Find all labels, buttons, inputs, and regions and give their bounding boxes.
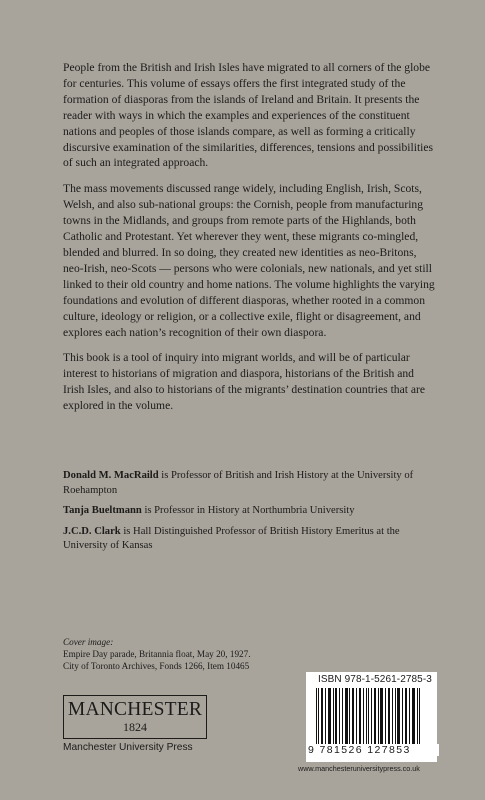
author-description: is Professor of British and Irish History at the University of Roehampton xyxy=(63,470,414,496)
blurb xyxy=(63,60,435,424)
author-description: is Hall Distinguished Professor of British History Emeritus at the University of Kansas xyxy=(63,525,400,552)
cover-image-caption: Empire Day parade, Britannia float, May 20, 1927. xyxy=(63,649,251,659)
cover-image-label: Cover image: xyxy=(63,637,114,647)
blurb-paragraph-1: People from the British and Irish Isles have migrated to all corners of the globe for centuries. This volume of essays offers the first integrated study of the formation of diasporas from the islands of Ireland and Britain. It presents the reader with ways in which the examples and experiences of the constituent nations and peoples of those islands compare, as well as forming a critically discursive examination of the similarities, differences, tensions and possibilities of such an integrated approach. xyxy=(63,61,434,170)
barcode-icon xyxy=(312,688,431,748)
isbn-barcode-block xyxy=(306,672,437,762)
author-name: Tanja Bueltmann xyxy=(63,505,142,517)
author-name: J.C.D. Clark xyxy=(63,525,121,537)
cover-image-credit xyxy=(63,636,293,672)
publisher-website: www.manchesteruniversitypress.co.uk xyxy=(298,764,420,773)
author-description: is Professor in History at Northumbria University xyxy=(141,505,355,517)
author-bio xyxy=(63,525,435,554)
author-bio xyxy=(63,469,435,498)
author-bios xyxy=(63,469,435,560)
blurb-paragraph-2: The mass movements discussed range widely, including English, Irish, Scots, Welsh, and also sub-national groups: the Cornish, people from manufacturing towns in the Midlands, and groups from remote parts of the Highlands, both Catholic and Protestant. Yet wherever they went, these migrants co-mingled, blended and blurred. In so doing, they created new identities as neo-Britons, neo-Irish, neo-Scots — persons who were colonials, new nationals, and yet still linked to their old country and home nations. The volume highlights the varying foundations and evolution of different diasporas, whether rooted in a common culture, ideology or religion, or a collective exile, flight or disagreement, and explores each nation’s recognition of their own diaspora. xyxy=(63,182,435,339)
barcode-number: 9 781526 127853 xyxy=(306,744,439,756)
publisher-logo xyxy=(63,695,207,739)
cover-image-source: City of Toronto Archives, Fonds 1266, Item 10465 xyxy=(63,661,250,671)
publisher-name: Manchester University Press xyxy=(63,742,193,753)
isbn-label: ISBN 978-1-5261-2785-3 xyxy=(318,674,432,685)
logo-year: 1824 xyxy=(123,720,147,734)
author-name: Donald M. MacRaild xyxy=(63,470,159,481)
logo-name: MANCHESTER xyxy=(67,699,203,720)
author-bio xyxy=(63,504,435,519)
blurb-paragraph-3: This book is a tool of inquiry into migrant worlds, and will be of particular interest to historians of migration and diaspora, historians of the British and Irish Isles, and also to historians of the migrants’ destination countries that are explored in the volume. xyxy=(63,351,426,413)
